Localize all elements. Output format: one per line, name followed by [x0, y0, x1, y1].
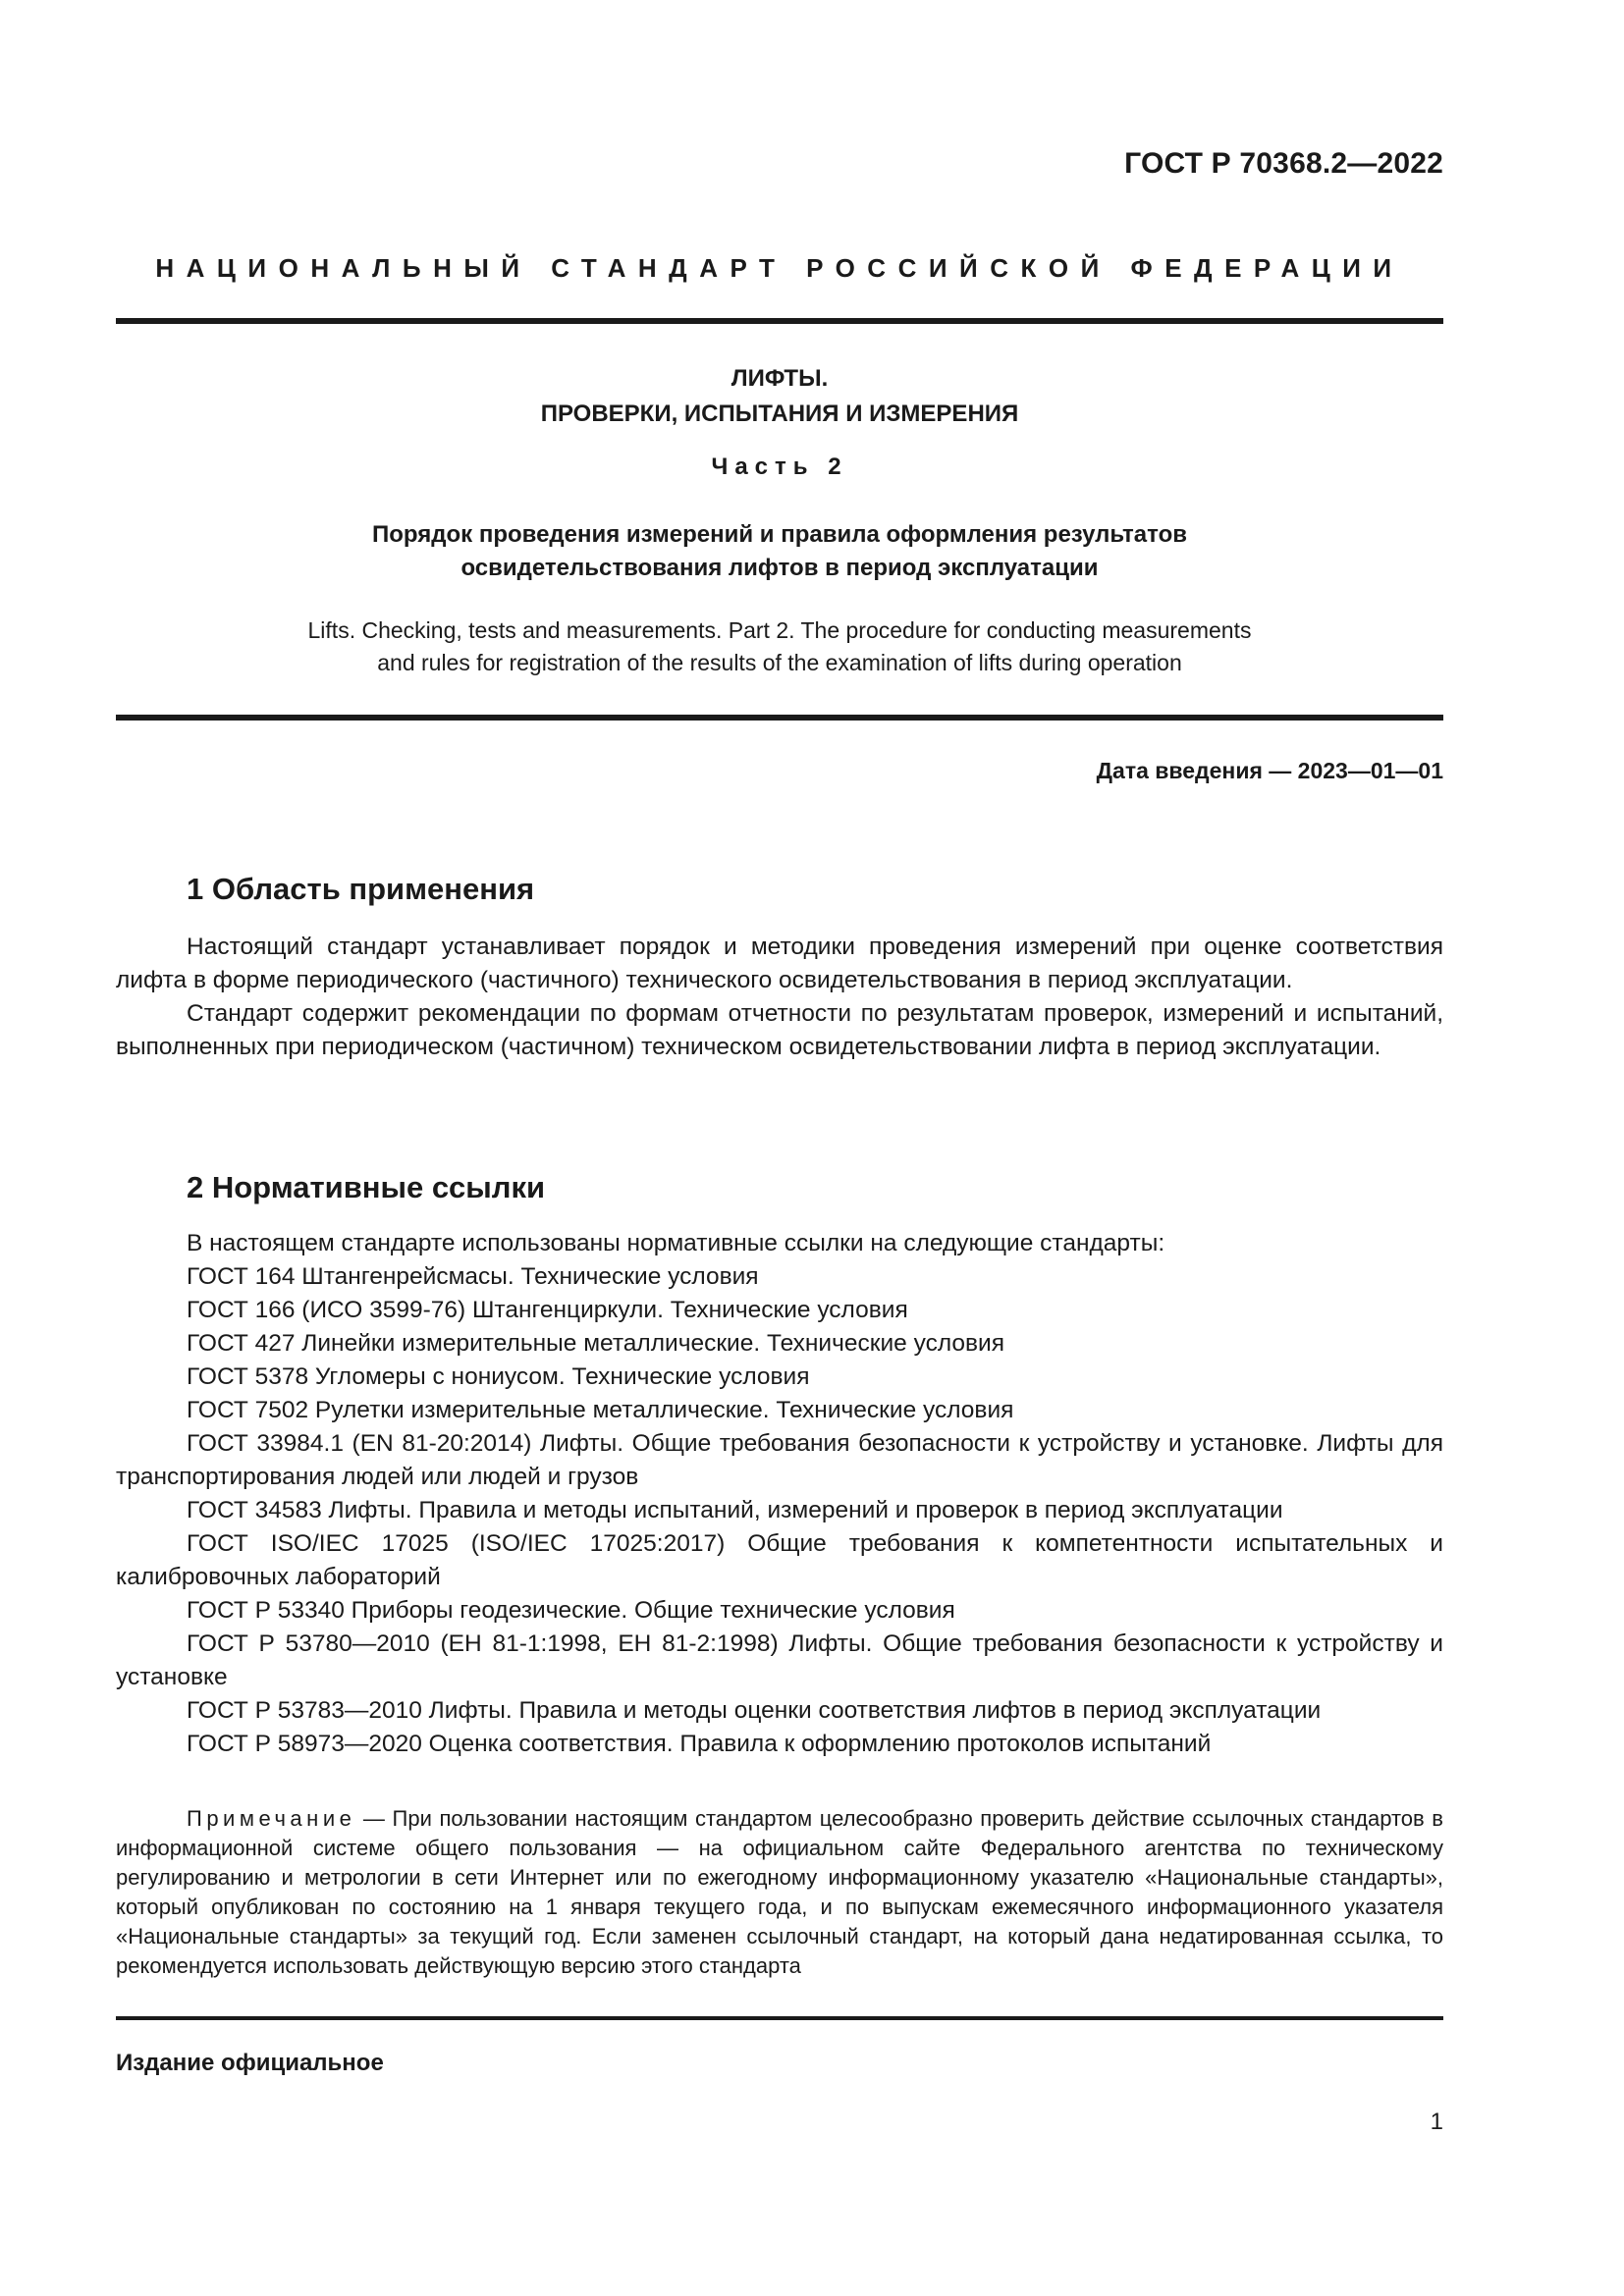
normative-references: [116, 1227, 1443, 1761]
reference-item: ГОСТ 427 Линейки измерительные металлические. Технические условия: [187, 1330, 1004, 1357]
english-title-line-2: and rules for registration of the results of the examination of lifts during operation: [377, 650, 1182, 675]
reference-item: ГОСТ 166 (ИСО 3599-76) Штангенциркули. Технические условия: [187, 1297, 908, 1323]
title-bottom-rule: [116, 715, 1443, 721]
note-label: Примечание: [187, 1806, 356, 1831]
document-subtitle: [116, 518, 1443, 585]
top-rule: [116, 318, 1443, 324]
footer-rule: [116, 2016, 1443, 2020]
reference-item: ГОСТ Р 53783—2010 Лифты. Правила и методы оценки соответствия лифтов в период эксплуатации: [187, 1697, 1322, 1724]
part-label: Часть 2: [711, 454, 848, 480]
english-title: [116, 614, 1443, 679]
reference-item: ГОСТ 164 Штангенрейсмасы. Технические условия: [187, 1263, 759, 1290]
reference-item: ГОСТ Р 53340 Приборы геодезические. Общие технические условия: [187, 1597, 955, 1624]
reference-item: ГОСТ 7502 Рулетки измерительные металлические. Технические условия: [187, 1397, 1014, 1423]
reference-item: ГОСТ ISO/IEC 17025 (ISO/IEC 17025:2017) Общие требования к компетентности испытательных и калибровочных лабораторий: [116, 1530, 1443, 1590]
english-title-line-1: Lifts. Checking, tests and measurements. Part 2. The procedure for conducting measurements: [307, 617, 1252, 643]
section-2-heading: 2 Нормативные ссылки: [187, 1170, 546, 1204]
section-1-body: [116, 931, 1443, 1064]
section-1-paragraph: Стандарт содержит рекомендации по формам отчетности по результатам проверок, измерений и испытаний, выполненных при периодическом (частичном) техническом освидетельствовании лифта в период эксплуатации.: [116, 1000, 1443, 1060]
document-title: [116, 361, 1443, 432]
national-standard-header: НАЦИОНАЛЬНЫЙ СТАНДАРТ РОССИЙСКОЙ ФЕДЕРАЦИИ: [155, 253, 1404, 283]
introduction-date: Дата введения — 2023—01—01: [1096, 758, 1443, 783]
reference-item: ГОСТ 5378 Угломеры с нониусом. Технические условия: [187, 1363, 810, 1390]
reference-item: ГОСТ Р 53780—2010 (ЕН 81-1:1998, ЕН 81-2:1998) Лифты. Общие требования безопасности к устройству и установке: [116, 1630, 1443, 1690]
references-intro: В настоящем стандарте использованы нормативные ссылки на следующие стандарты:: [187, 1230, 1165, 1256]
subtitle-line-1: Порядок проведения измерений и правила оформления результатов: [371, 521, 1187, 548]
section-1-heading: 1 Область применения: [187, 872, 535, 906]
note-block: [116, 1804, 1443, 1981]
document-number: ГОСТ Р 70368.2—2022: [1124, 147, 1443, 180]
title-line-2: ПРОВЕРКИ, ИСПЫТАНИЯ И ИЗМЕРЕНИЯ: [540, 400, 1019, 427]
note-text: — При пользовании настоящим стандартом целесообразно проверить действие ссылочных стандартов в информационной системе общего пользования — на официальном сайте Федерального агентства по техническому регулированию и метрологии в сети Интернет или по ежегодному информационному указателю «Национальные стандарты», который опубликован по состоянию на 1 января текущего года, и по выпускам ежемесячного информационного указателя «Национальные стандарты» за текущий год. Если заменен ссылочный стандарт, на который дана недатированная ссылка, то рекомендуется использовать действующую версию этого стандарта: [116, 1806, 1443, 1978]
section-1-paragraph: Настоящий стандарт устанавливает порядок и методики проведения измерений при оценке соответствия лифта в форме периодического (частичного) технического освидетельствования в период эксплуатации.: [116, 934, 1443, 993]
reference-item: ГОСТ 34583 Лифты. Правила и методы испытаний, измерений и проверок в период эксплуатации: [187, 1497, 1283, 1523]
page-number: 1: [1430, 2109, 1443, 2135]
subtitle-line-2: освидетельствования лифтов в период эксплуатации: [460, 555, 1099, 581]
reference-item: ГОСТ 33984.1 (EN 81-20:2014) Лифты. Общие требования безопасности к устройству и установке. Лифты для транспортирования людей или людей и грузов: [116, 1430, 1443, 1490]
title-line-1: ЛИФТЫ.: [731, 365, 829, 392]
official-edition-label: Издание официальное: [116, 2050, 384, 2076]
reference-item: ГОСТ Р 58973—2020 Оценка соответствия. Правила к оформлению протоколов испытаний: [187, 1731, 1212, 1757]
